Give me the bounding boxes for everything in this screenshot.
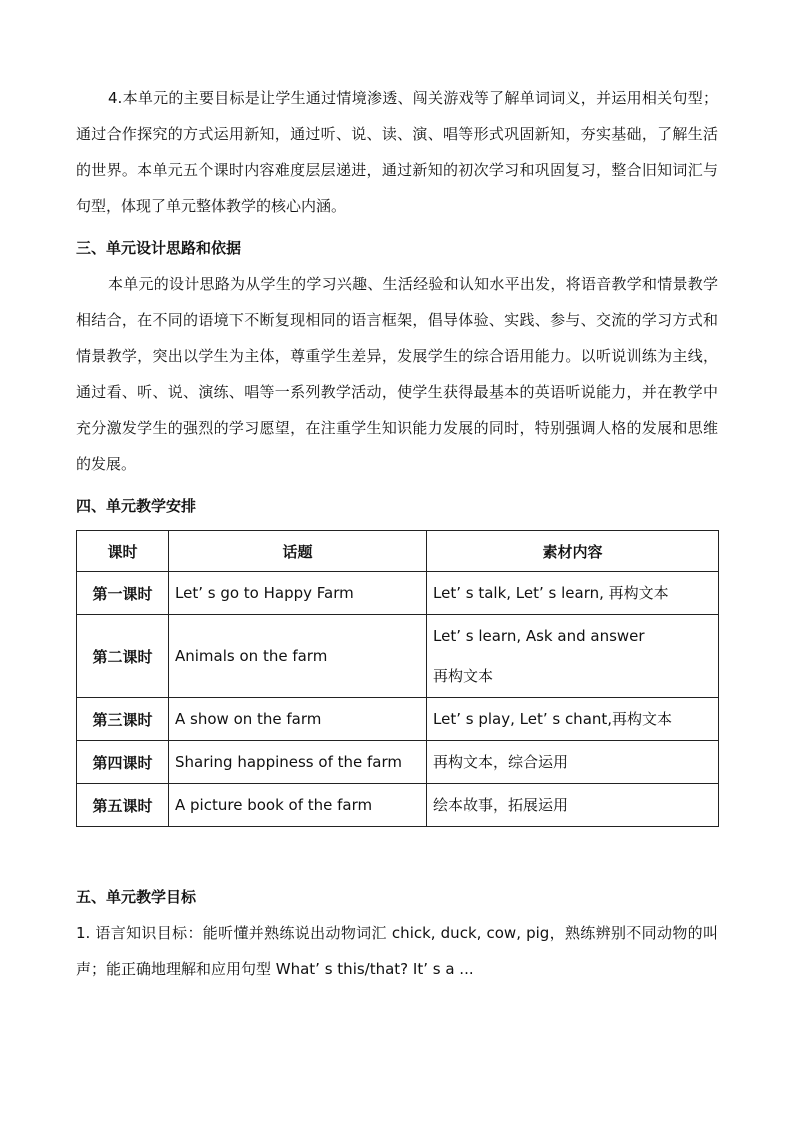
table-header-row bbox=[77, 531, 719, 572]
material-cell bbox=[427, 615, 719, 698]
header-lesson: 课时 bbox=[77, 531, 169, 572]
lesson-cell: 第二课时 bbox=[77, 615, 169, 698]
table-row bbox=[77, 698, 719, 741]
document-page bbox=[76, 80, 718, 987]
header-material: 素材内容 bbox=[427, 531, 719, 572]
topic-cell: Sharing happiness of the farm bbox=[169, 741, 427, 784]
paragraph-unit-goals: 4.本单元的主要目标是让学生通过情境渗透、闯关游戏等了解单词词义，并运用相关句型；通过合作探究的方式运用新知，通过听、说、读、演、唱等形式巩固新知，夯实基础，了解生活的世界。本单元五个课时内容难度层层递进，通过新知的初次学习和巩固复习，整合旧知词汇与句型，体现了单元整体教学的核心内涵。 bbox=[76, 89, 718, 215]
header-topic: 话题 bbox=[169, 531, 427, 572]
lesson-cell: 第三课时 bbox=[77, 698, 169, 741]
material-line: Let’ s talk, Let’ s learn, 再构文本 bbox=[433, 584, 669, 602]
heading-teaching-schedule: 四、单元教学安排 bbox=[76, 497, 197, 515]
topic-cell: A picture book of the farm bbox=[169, 784, 427, 827]
table-row bbox=[77, 572, 719, 615]
material-line: 再构文本 bbox=[433, 667, 494, 685]
table-row bbox=[77, 615, 719, 698]
material-line: 再构文本，综合运用 bbox=[433, 753, 569, 771]
heading-teaching-goals: 五、单元教学目标 bbox=[76, 888, 197, 906]
material-line: Let’ s learn, Ask and answer bbox=[433, 627, 645, 645]
lesson-cell: 第一课时 bbox=[77, 572, 169, 615]
schedule-table bbox=[76, 530, 719, 827]
table-row bbox=[77, 741, 719, 784]
paragraph-language-goal: 1. 语言知识目标：能听懂并熟练说出动物词汇 chick, duck, cow, pig，熟练辨别不同动物的叫声；能正确地理解和应用句型 What’ s this/that? It’ s a ... bbox=[76, 924, 718, 978]
topic-cell: A show on the farm bbox=[169, 698, 427, 741]
material-cell bbox=[427, 741, 719, 784]
lesson-cell: 第四课时 bbox=[77, 741, 169, 784]
material-line: 绘本故事，拓展运用 bbox=[433, 796, 569, 814]
heading-design-basis: 三、单元设计思路和依据 bbox=[76, 239, 242, 257]
paragraph-design-ideas: 本单元的设计思路为从学生的学习兴趣、生活经验和认知水平出发，将语音教学和情景教学相结合，在不同的语境下不断复现相同的语言框架，倡导体验、实践、参与、交流的学习方式和情景教学，突出以学生为主体，尊重学生差异，发展学生的综合语用能力。以听说训练为主线，通过看、听、说、演练、唱等一系列教学活动，使学生获得最基本的英语听说能力，并在教学中充分激发学生的强烈的学习愿望，在注重学生知识能力发展的同时，特别强调人格的发展和思维的发展。 bbox=[76, 275, 718, 473]
topic-cell: Let’ s go to Happy Farm bbox=[169, 572, 427, 615]
topic-cell: Animals on the farm bbox=[169, 615, 427, 698]
table-row bbox=[77, 784, 719, 827]
material-cell bbox=[427, 698, 719, 741]
material-cell bbox=[427, 784, 719, 827]
material-line: Let’ s play, Let’ s chant,再构文本 bbox=[433, 710, 673, 728]
material-cell bbox=[427, 572, 719, 615]
lesson-cell: 第五课时 bbox=[77, 784, 169, 827]
